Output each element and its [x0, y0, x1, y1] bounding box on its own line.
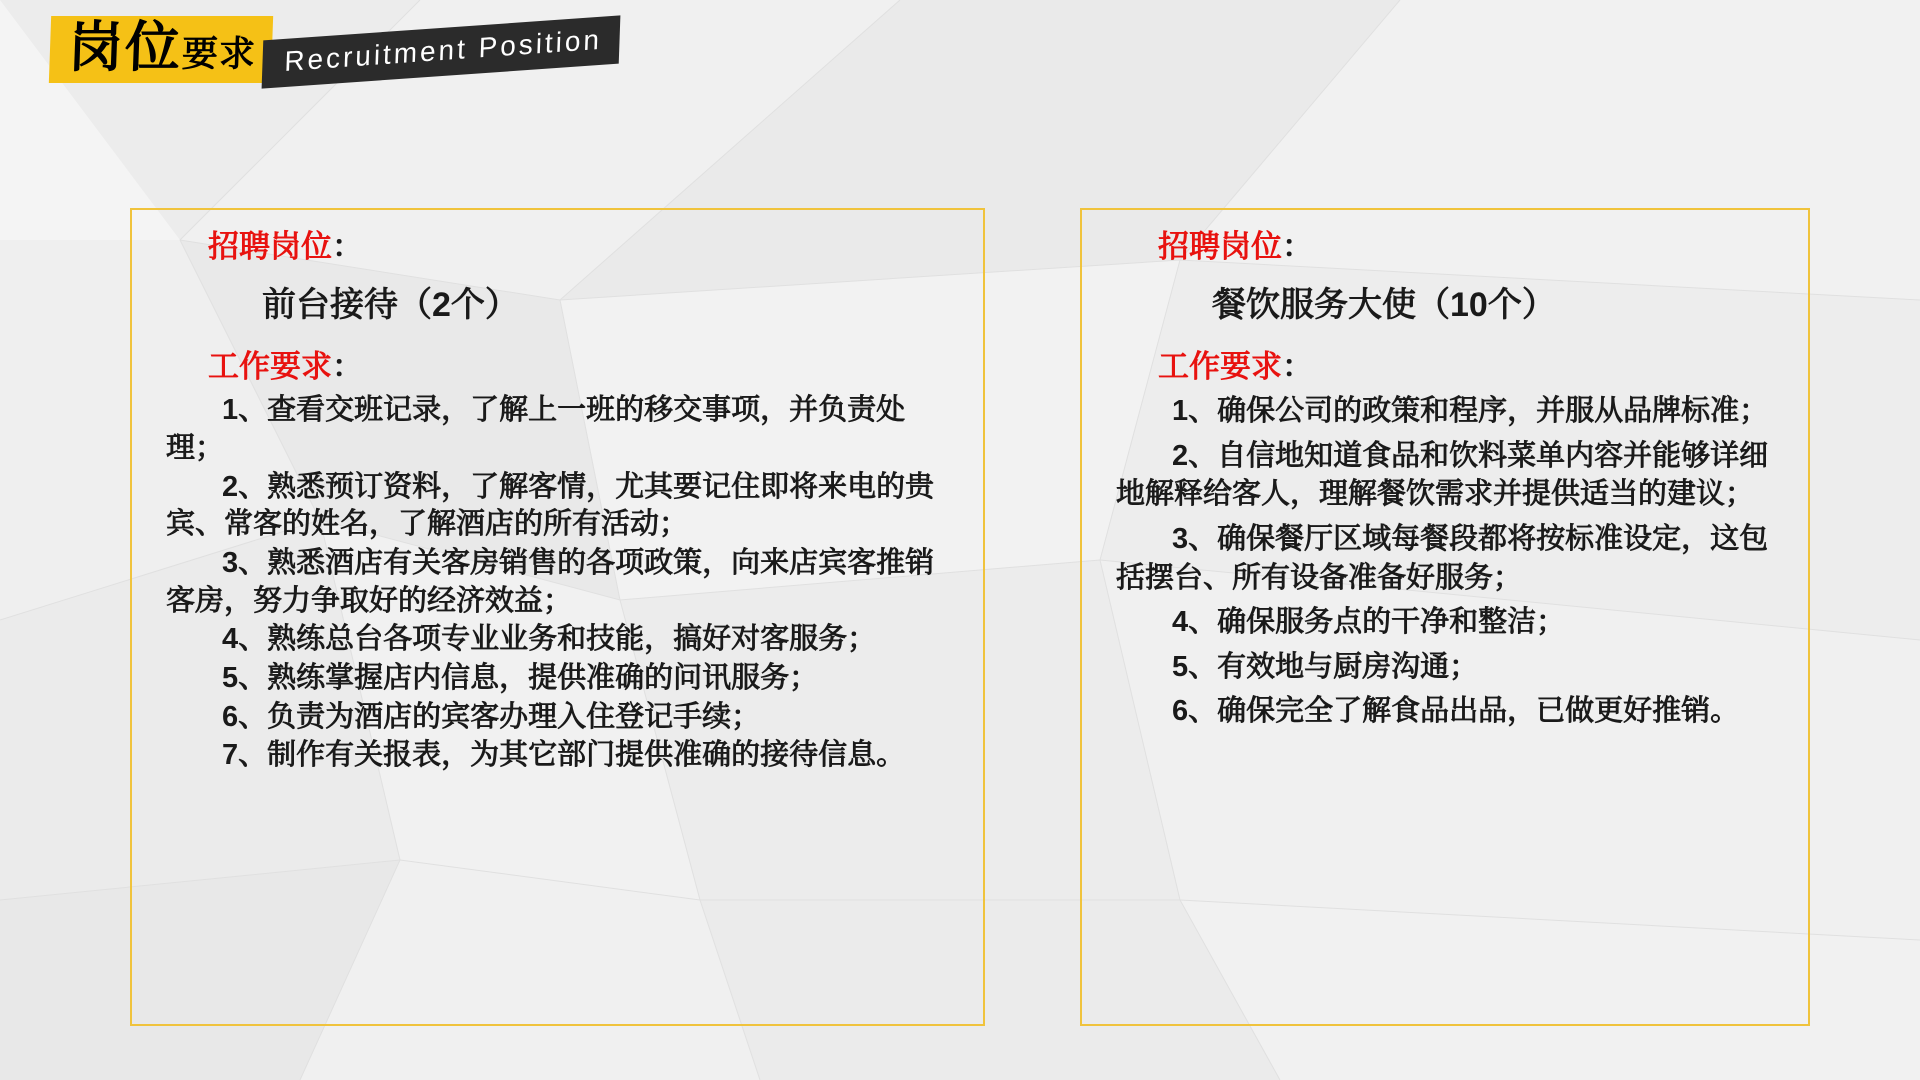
- position-name: 餐饮服务大使（10个）: [1212, 285, 1556, 324]
- position-label-colon: ：: [1282, 229, 1313, 264]
- requirements-list: [166, 392, 957, 775]
- position-label-text: 招聘岗位: [208, 229, 332, 264]
- list-item: 2、自信地知道食品和饮料菜单内容并能够详细地解释给客人，理解餐饮需求并提供适当的建议；: [1116, 439, 1769, 511]
- list-item: 5、有效地与厨房沟通；: [1172, 650, 1479, 683]
- list-item: 1、查看交班记录，了解上一班的移交事项，并负责处理；: [166, 394, 906, 464]
- title-chinese: [49, 16, 273, 83]
- title-english: Recruitment Position: [262, 15, 621, 88]
- list-item: 6、负责为酒店的宾客办理入住登记手续；: [222, 700, 761, 733]
- list-item: 7、制作有关报表，为其它部门提供准确的接待信息。: [222, 739, 906, 772]
- page-title: [44, 16, 629, 83]
- job-card-front-desk: [130, 208, 985, 1026]
- list-item: 3、确保餐厅区域每餐段都将按标准设定，这包括摆台、所有设备准备好服务；: [1116, 522, 1769, 594]
- list-item: 2、熟悉预订资料，了解客情，尤其要记住即将来电的贵宾、常客的姓名，了解酒店的所有活动；: [166, 470, 935, 541]
- list-item: 4、确保服务点的干净和整洁；: [1172, 606, 1566, 639]
- position-name: 前台接待（2个）: [262, 285, 519, 324]
- position-label-colon: ：: [332, 229, 363, 264]
- list-item: 4、熟练总台各项专业业务和技能，搞好对客服务；: [222, 623, 877, 656]
- requirements-label-colon: ：: [332, 348, 363, 384]
- title-chinese-main: 岗位: [67, 16, 184, 78]
- requirements-label: [1158, 348, 1782, 387]
- list-item: 3、熟悉酒店有关客房销售的各项政策，向来店宾客推销客房，努力争取好的经济效益；: [166, 547, 935, 617]
- requirements-label-colon: ：: [1282, 348, 1313, 384]
- requirements-label-text: 工作要求: [208, 348, 332, 384]
- requirements-label: [208, 348, 957, 387]
- requirements-list: [1116, 392, 1782, 731]
- position-label: [208, 228, 957, 267]
- list-item: 5、熟练掌握店内信息，提供准确的问讯服务；: [222, 662, 819, 695]
- requirements-label-text: 工作要求: [1158, 348, 1282, 384]
- position-label: [1158, 228, 1782, 267]
- title-chinese-sub: 要求: [181, 33, 257, 74]
- list-item: 1、确保公司的政策和程序，并服从品牌标准；: [1172, 395, 1769, 428]
- list-item: 6、确保完全了解食品出品，已做更好推销。: [1172, 695, 1740, 728]
- position-label-text: 招聘岗位: [1158, 229, 1282, 264]
- job-card-dining-ambassador: [1080, 208, 1810, 1026]
